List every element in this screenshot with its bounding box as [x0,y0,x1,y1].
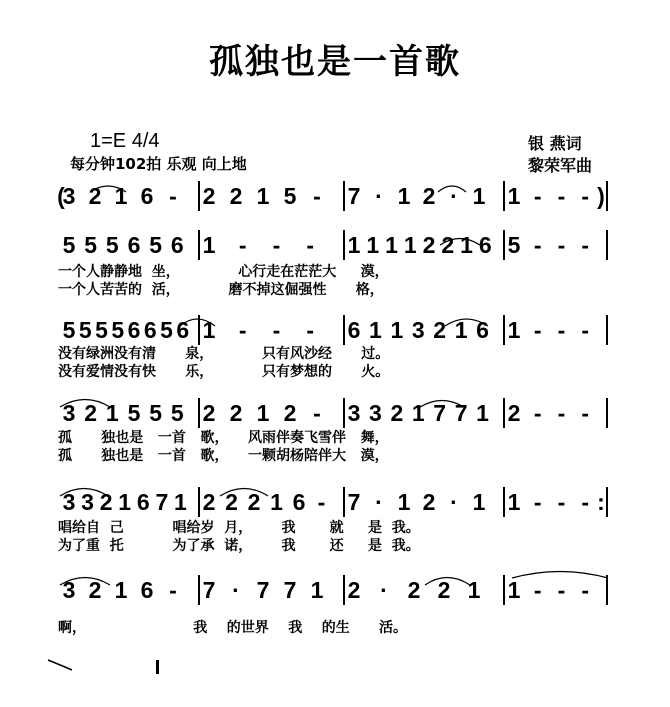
note: 2 [229,400,243,426]
note: 7 [256,577,270,603]
note: 5 [127,400,141,426]
lyric-line: 啊， 我 的世界 我 的生 活。 [58,620,407,636]
note: 1 [369,317,382,343]
note: 7 [433,400,447,426]
note: - [169,577,177,603]
note: 1 [105,400,119,426]
note: 3 [62,400,76,426]
note: 2 [283,400,297,426]
note: - [533,183,542,209]
lyric-line: 没有绿洲没有清 泉， 只有风沙经 过。 [58,346,390,362]
note: 1 [454,317,468,343]
note: 5 [62,317,76,343]
note: 5 [111,317,125,343]
note: 1 [366,232,380,258]
note: 5 [507,232,521,258]
note: 2 [225,489,238,515]
note: 2 [202,489,216,515]
note: 1 [270,489,283,515]
note: 1 [397,183,411,209]
note: 3 [347,400,361,426]
note: 3 [62,183,76,209]
composer-credit: 黎荣军曲 [528,156,593,175]
lyric-line: 唱给自 己 唱给岁 月， 我 就 是 我。 [58,520,420,536]
note: 3 [62,489,76,515]
note: 5 [78,317,92,343]
note: 6 [127,232,141,258]
note: - [581,317,590,343]
repeat-sign: : [597,489,605,515]
note: 2 [407,577,421,603]
note: 2 [88,577,102,603]
barline [606,398,608,428]
note: 2 [437,577,451,603]
note: 7 [202,577,216,603]
note: 2 [202,183,216,209]
lyric-line: 孤 独也是 一首 歌， 一颗胡杨陪伴大 漠， [58,448,389,464]
barline [606,230,608,260]
note: 2 [229,183,243,209]
lyric-line: 没有爱情没有快 乐， 只有梦想的 火。 [58,364,390,380]
note: - [533,317,542,343]
note: 1 [310,577,324,603]
note: 1 [385,232,398,258]
note: · [375,489,383,515]
note: 2 [347,577,361,603]
note: 5 [105,232,119,258]
note: · [450,183,458,209]
note: 1 [114,183,128,209]
note: 1 [397,489,411,515]
note: 2 [441,232,455,258]
note: 2 [84,400,98,426]
note: 1 [174,489,187,515]
note: 2 [422,489,436,515]
note: 7 [454,400,468,426]
note: 1 [118,489,132,515]
note: - [533,232,542,258]
note: - [581,577,590,603]
note: 6 [176,317,190,343]
repeat-paren-close: ) [597,183,605,209]
repeat-paren-open: ( [57,183,65,209]
note: - [533,577,542,603]
note: 2 [433,317,447,343]
note: - [533,489,542,515]
note: 3 [411,317,425,343]
note: - [557,232,566,258]
note: - [306,232,315,258]
note: 5 [149,400,163,426]
note: 5 [283,183,297,209]
note: 7 [283,577,297,603]
note: 6 [136,489,150,515]
note: 2 [202,400,216,426]
song-title: 孤独也是一首歌 [209,42,461,82]
note: - [238,232,247,258]
note: 1 [507,489,521,515]
note: - [238,317,247,343]
note: - [169,183,177,209]
note: 1 [507,183,521,209]
note: 3 [81,489,94,515]
note: 1 [256,183,270,209]
note: - [581,400,590,426]
note: 2 [390,400,404,426]
note: 6 [476,317,489,343]
note: 2 [99,489,113,515]
note: 1 [472,489,486,515]
lyric-line: 一个人苦苦的 活， 磨不掉这倔强性 格， [58,282,384,298]
note: 1 [507,577,521,603]
note: 6 [140,183,154,209]
note: 2 [247,489,261,515]
note: 5 [149,232,163,258]
lyric-line: 为了重 托 为了承 诺， 我 还 是 我。 [58,538,420,554]
note: 6 [140,577,154,603]
note: 5 [170,400,184,426]
note: 1 [256,400,270,426]
note: 6 [292,489,306,515]
note: 5 [62,232,76,258]
note: 1 [467,577,481,603]
lyricist-credit: 银 燕词 [528,134,582,153]
note: 6 [170,232,184,258]
note: 5 [84,232,98,258]
note: 1 [390,317,404,343]
note: - [557,317,566,343]
note: · [450,489,458,515]
note: 6 [143,317,157,343]
note: - [581,489,590,515]
note: - [272,232,281,258]
note: - [557,577,566,603]
note: 3 [369,400,382,426]
note: 1 [472,183,486,209]
note: 6 [478,232,492,258]
note: 1 [476,400,489,426]
barline [606,575,608,605]
note: 5 [95,317,108,343]
note: - [581,183,590,209]
note: · [232,577,240,603]
note: 2 [507,400,521,426]
note: 1 [202,232,216,258]
note: - [557,489,566,515]
note: · [375,183,383,209]
note: 7 [347,183,361,209]
lyric-line: 一个人静静地 坐， 心行走在茫茫大 漠， [58,264,389,280]
note: - [306,317,315,343]
note: 3 [62,577,76,603]
barline [606,315,608,345]
note: 1 [460,232,473,258]
note: 1 [411,400,425,426]
note: 7 [347,489,361,515]
note: - [313,183,321,209]
note: - [581,232,590,258]
note: 2 [88,183,102,209]
note: - [533,400,542,426]
note: - [317,489,326,515]
note: - [272,317,281,343]
lyric-line: 孤 独也是 一首 歌， 风雨伴奏飞雪伴 舞， [58,430,389,446]
note: - [557,183,566,209]
note: 7 [155,489,169,515]
note: 1 [403,232,417,258]
note: 6 [127,317,141,343]
note: - [557,400,566,426]
note: 2 [422,183,436,209]
tempo-marking: 每分钟102拍 乐观 向上地 [70,155,247,173]
note: 1 [202,317,216,343]
note: 2 [422,232,436,258]
note: 1 [347,232,361,258]
note: 6 [347,317,361,343]
key-signature: 1=E 4/4 [90,130,160,152]
note: - [313,400,321,426]
note: 1 [507,317,521,343]
note: 5 [160,317,173,343]
note: 1 [114,577,128,603]
note: · [380,577,388,603]
